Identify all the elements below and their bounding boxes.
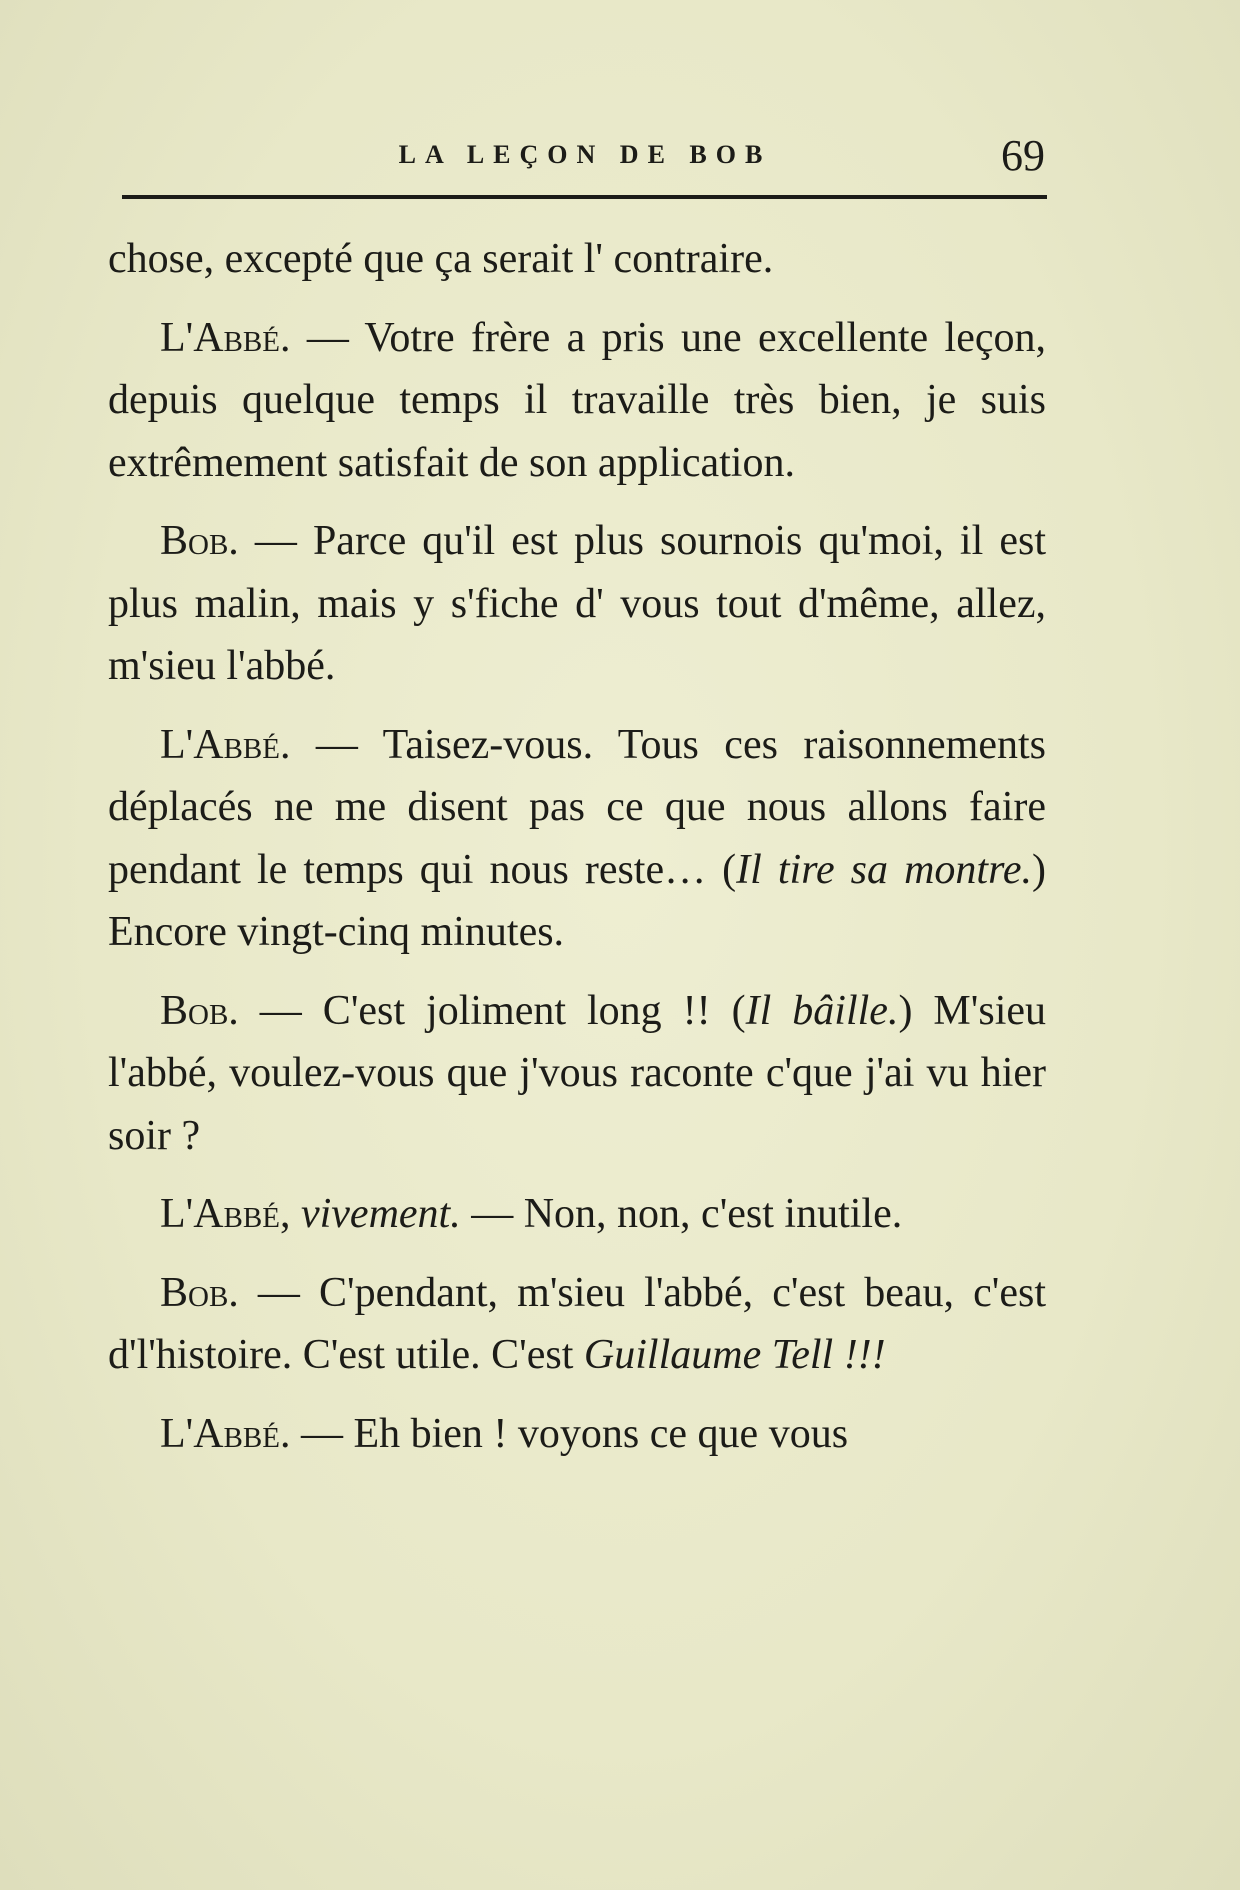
body-text xyxy=(108,228,1046,1481)
paragraph-text-after: ) M'sieu l'abbé, voulez-vous que j'vous raconte c'que j'ai vu hier soir ? xyxy=(108,987,1047,1159)
paragraph-text: — Non, non, c'est inutile. xyxy=(460,1191,903,1237)
paragraph-text: — Taisez-vous. Tous ces raisonnements déplacés ne me disent pas ce que nous allons faire pendant le temps qui nous reste… ( xyxy=(108,721,1046,893)
speaker-name: Bob. xyxy=(160,518,239,564)
running-head xyxy=(125,130,1045,190)
paragraph xyxy=(108,307,1046,495)
stage-direction: Il bâille. xyxy=(745,987,899,1034)
page-number: 69 xyxy=(1001,131,1045,180)
speaker-name: L'Abbé. xyxy=(160,314,291,361)
paragraph-text: — Parce qu'il est plus sournois qu'moi, il est plus malin, mais y s'fiche d' vous tout d'même, allez, m'sieu l'abbé. xyxy=(108,518,1046,689)
paragraph-text: — Eh bien ! voyons ce que vous xyxy=(290,1410,849,1457)
paragraph xyxy=(108,714,1046,964)
header-rule xyxy=(122,195,1047,199)
running-title: LA LEÇON DE BOB xyxy=(398,140,772,169)
paragraph xyxy=(108,1403,1046,1466)
paragraph-text: — C'pendant, m'sieu l'abbé, c'est beau, c'est d'l'histoire. C'est utile. C'est xyxy=(108,1269,1046,1378)
speaker-name: L'Abbé, xyxy=(160,1191,291,1237)
speaker-name: L'Abbé. xyxy=(160,1410,291,1457)
stage-direction: vivement. xyxy=(290,1191,461,1237)
paragraph xyxy=(108,1183,1046,1246)
paragraph-text: — Votre frère a pris une excellente leçon, depuis quelque temps il travaille très bien, je suis extrêmement satisfait de son application. xyxy=(108,314,1046,486)
paragraph xyxy=(108,1262,1046,1387)
speaker-name: Bob. xyxy=(160,987,239,1034)
stage-direction: Il tire sa montre. xyxy=(736,846,1032,893)
emphasis-text: Guillaume Tell !!! xyxy=(583,1332,886,1378)
paragraph-text-after: ) Encore vingt-cinq minutes. xyxy=(108,846,1046,955)
paragraph-text: — C'est joliment long !! ( xyxy=(238,987,746,1034)
speaker-name: Bob. xyxy=(160,1269,239,1316)
paragraph xyxy=(108,510,1046,698)
speaker-name: L'Abbé. xyxy=(160,721,291,768)
paragraph-text: chose, excepté que ça serait l' contraire. xyxy=(108,236,774,282)
paragraph xyxy=(108,228,1046,291)
paragraph xyxy=(108,980,1046,1168)
